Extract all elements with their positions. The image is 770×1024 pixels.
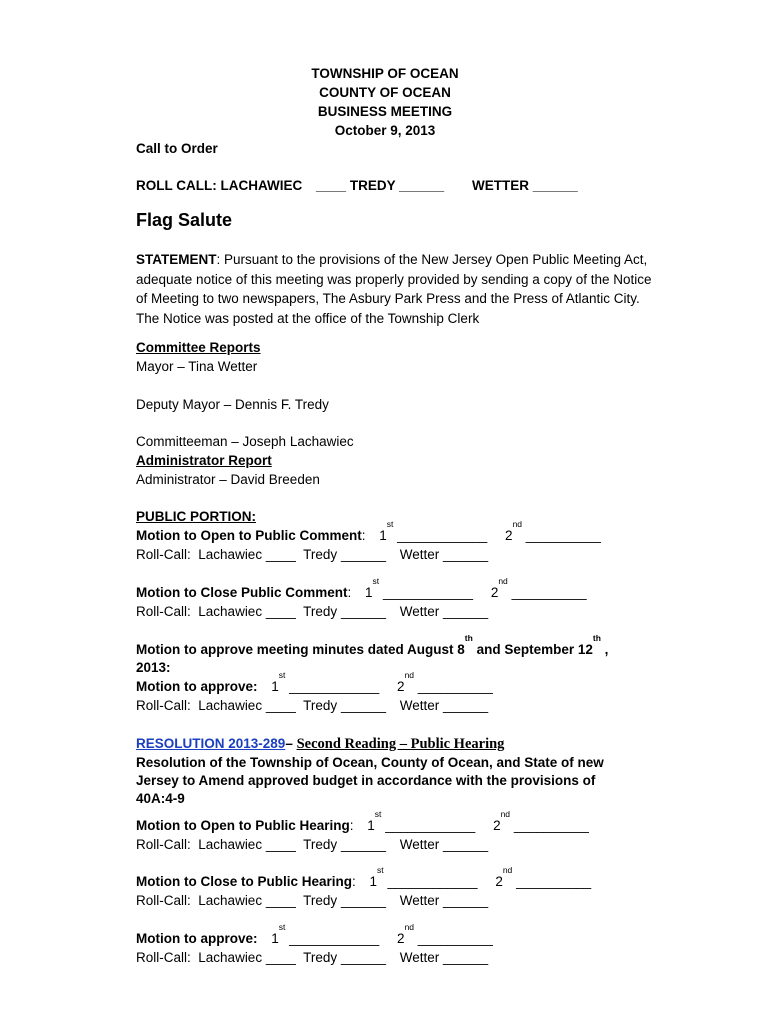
resolution-heading: RESOLUTION 2013-289– Second Reading – Public Hearing xyxy=(136,736,505,752)
motion-close-hearing: Motion to Close to Public Hearing: 1st ____________ 2nd __________ xyxy=(136,865,592,889)
roll-call-blank-tredy: ______ xyxy=(399,178,445,193)
administrator-report-heading: Administrator Report xyxy=(136,453,272,468)
roll-call-tredy: TREDY xyxy=(349,178,396,193)
motion-approve-minutes: Motion to approve: 1st ____________ 2nd __________ xyxy=(136,670,493,694)
roll-call-line: Roll-Call: Lachawiec ____ Tredy ______ Wetter ______ xyxy=(136,950,489,965)
roll-call-line: Roll-Call: Lachawiec ____ Tredy ______ Wetter ______ xyxy=(136,893,489,908)
first-blank: ____________ xyxy=(397,528,488,543)
roll-call-line: Roll-Call: Lachawiec ____ Tredy ______ Wetter ______ xyxy=(136,604,489,619)
motion-close-comment-label: Motion to Close Public Comment xyxy=(136,585,348,600)
call-to-order: Call to Order xyxy=(136,141,218,156)
minutes-year: 2013: xyxy=(136,660,171,675)
motion-open-hearing: Motion to Open to Public Hearing: 1st ____________ 2nd __________ xyxy=(136,809,589,833)
committee-reports-heading: Committee Reports xyxy=(136,340,261,355)
resolution-link[interactable]: RESOLUTION 2013-289 xyxy=(136,736,286,751)
resolution-title: Second Reading – Public Hearing xyxy=(296,736,505,752)
header-date: October 9, 2013 xyxy=(334,123,436,138)
roll-call-label: ROLL CALL: xyxy=(136,178,217,193)
administrator-line: Administrator – David Breeden xyxy=(136,472,320,487)
statement-text: : Pursuant to the provisions of the New Jersey Open Public Meeting Act, adequate notice of this meeting was properly provided by sending a copy of the Notice of Meeting to two newspapers, The Asbury Park Press and the Press of Atlantic City. The Notice was posted at the office of the Township Clerk xyxy=(136,252,652,326)
flag-salute-heading: Flag Salute xyxy=(136,210,233,230)
second-blank: __________ xyxy=(525,528,601,543)
resolution-text-line-2: Jersey to Amend approved budget in accordance with the provisions of xyxy=(136,773,596,788)
resolution-text-line-3: 40A:4-9 xyxy=(136,791,185,806)
mayor-line: Mayor – Tina Wetter xyxy=(136,359,258,374)
statement-paragraph xyxy=(136,250,656,328)
roll-call-blank-wetter: ______ xyxy=(532,178,578,193)
roll-call-line: Roll-Call: Lachawiec ____ Tredy ______ Wetter ______ xyxy=(136,837,489,852)
resolution-text-line-1: Resolution of the Township of Ocean, County of Ocean, and State of new xyxy=(136,755,604,770)
header-county: COUNTY OF OCEAN xyxy=(319,85,451,100)
motion-close-comment: Motion to Close Public Comment: 1st ____________ 2nd __________ xyxy=(136,576,587,600)
roll-call-blank-lachawiec: ____ xyxy=(316,178,347,193)
roll-call-wetter: WETTER xyxy=(471,178,529,193)
motion-approve-resolution: Motion to approve: 1st ____________ 2nd __________ xyxy=(136,922,493,946)
minutes-motion: Motion to approve meeting minutes dated August 8th and September 12th , xyxy=(136,633,609,657)
roll-call-top xyxy=(136,177,578,195)
deputy-mayor-line: Deputy Mayor – Dennis F. Tredy xyxy=(136,397,329,412)
roll-call-line: Roll-Call: Lachawiec ____ Tredy ______ Wetter ______ xyxy=(136,547,489,562)
document-header xyxy=(0,64,770,140)
motion-open-comment-label: Motion to Open to Public Comment xyxy=(136,528,362,543)
roll-call-lachawiec: LACHAWIEC xyxy=(220,178,303,193)
header-meeting-type: BUSINESS MEETING xyxy=(317,104,453,119)
public-portion-heading: PUBLIC PORTION: xyxy=(136,509,256,524)
header-township: TOWNSHIP OF OCEAN xyxy=(311,66,459,81)
committeeman-line: Committeeman – Joseph Lachawiec xyxy=(136,434,354,449)
roll-call-line: Roll-Call: Lachawiec ____ Tredy ______ Wetter ______ xyxy=(136,698,489,713)
statement-label: STATEMENT xyxy=(136,252,217,267)
motion-open-comment: Motion to Open to Public Comment: 1st ____________ 2nd __________ xyxy=(136,519,601,543)
